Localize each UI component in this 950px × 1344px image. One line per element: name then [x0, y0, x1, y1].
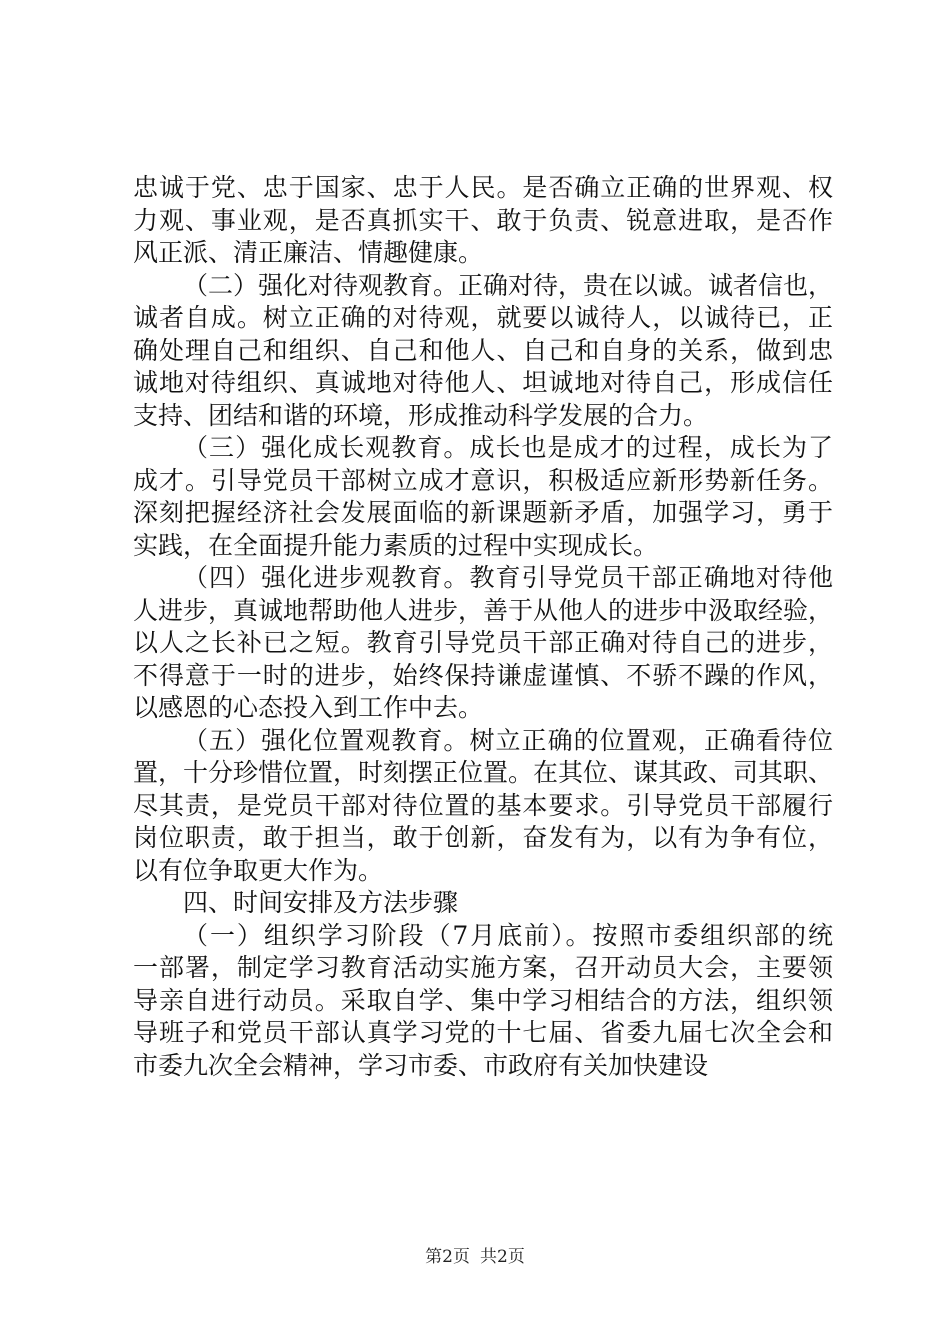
- text-line: 一部署，制定学习教育活动实施方案，召开动员大会，主要领: [133, 953, 833, 982]
- text-line: （三）强化成长观教育。成长也是成才的过程，成长为了: [183, 433, 833, 462]
- document-body: [133, 172, 833, 1082]
- text-line: 导班子和党员干部认真学习党的十七届、省委九届七次全会和: [133, 1018, 833, 1047]
- page-number-current: 第2页: [425, 1247, 470, 1267]
- text-line: 支持、团结和谐的环境，形成推动科学发展的合力。: [133, 400, 709, 430]
- text-line: 诚者自成。树立正确的对待观，就要以诚待人，以诚待已，正: [133, 303, 833, 332]
- text-line: （一）组织学习阶段（7月底前）。按照市委组织部的统: [183, 920, 833, 950]
- text-line: （五）强化位置观教育。树立正确的位置观，正确看待位: [183, 725, 833, 755]
- text-line: 成才。引导党员干部树立成才意识，积极适应新形势新任务。: [133, 465, 833, 495]
- text-line: 诚地对待组织、真诚地对待他人、坦诚地对待自己，形成信任: [133, 368, 833, 397]
- text-line: 尽其责，是党员干部对待位置的基本要求。引导党员干部履行: [133, 790, 833, 820]
- text-line: 忠诚于党、忠于国家、忠于人民。是否确立正确的世界观、权: [133, 173, 833, 202]
- text-line: 以有位争取更大作为。: [133, 855, 384, 885]
- text-line: 人进步，真诚地帮助他人进步，善于从他人的进步中汲取经验，: [133, 595, 834, 625]
- text-line: 市委九次全会精神，学习市委、市政府有关加快建设: [133, 1050, 709, 1080]
- text-line: 深刻把握经济社会发展面临的新课题新矛盾，加强学习，勇于: [133, 498, 833, 527]
- text-line: 风正派、清正廉洁、情趣健康。: [133, 238, 484, 267]
- text-line: 以感恩的心态投入到工作中去。: [133, 693, 484, 722]
- page-number-total: 共2页: [480, 1247, 525, 1267]
- text-line: （四）强化进步观教育。教育引导党员干部正确地对待他: [183, 563, 833, 592]
- text-line: 岗位职责，敢于担当，敢于创新，奋发有为，以有为争有位，: [133, 823, 833, 852]
- text-line: 实践，在全面提升能力素质的过程中实现成长。: [133, 530, 659, 560]
- text-line: 力观、事业观，是否真抓实干、敢于负责、锐意进取，是否作: [133, 205, 833, 235]
- text-line: 确处理自己和组织、自己和他人、自己和自身的关系，做到忠: [133, 335, 833, 365]
- text-line: 四、时间安排及方法步骤: [183, 888, 459, 917]
- text-line: 导亲自进行动员。采取自学、集中学习相结合的方法，组织领: [133, 985, 833, 1015]
- text-line: 以人之长补已之短。教育引导党员干部正确对待自己的进步，: [133, 628, 833, 657]
- text-line: （二）强化对待观教育。正确对待，贵在以诚。诚者信也，: [183, 270, 834, 300]
- page-footer: [0, 1245, 950, 1269]
- text-line: 不得意于一时的进步，始终保持谦虚谨慎、不骄不躁的作风，: [133, 660, 833, 690]
- text-line: 置，十分珍惜位置，时刻摆正位置。在其位、谋其政、司其职、: [133, 758, 834, 787]
